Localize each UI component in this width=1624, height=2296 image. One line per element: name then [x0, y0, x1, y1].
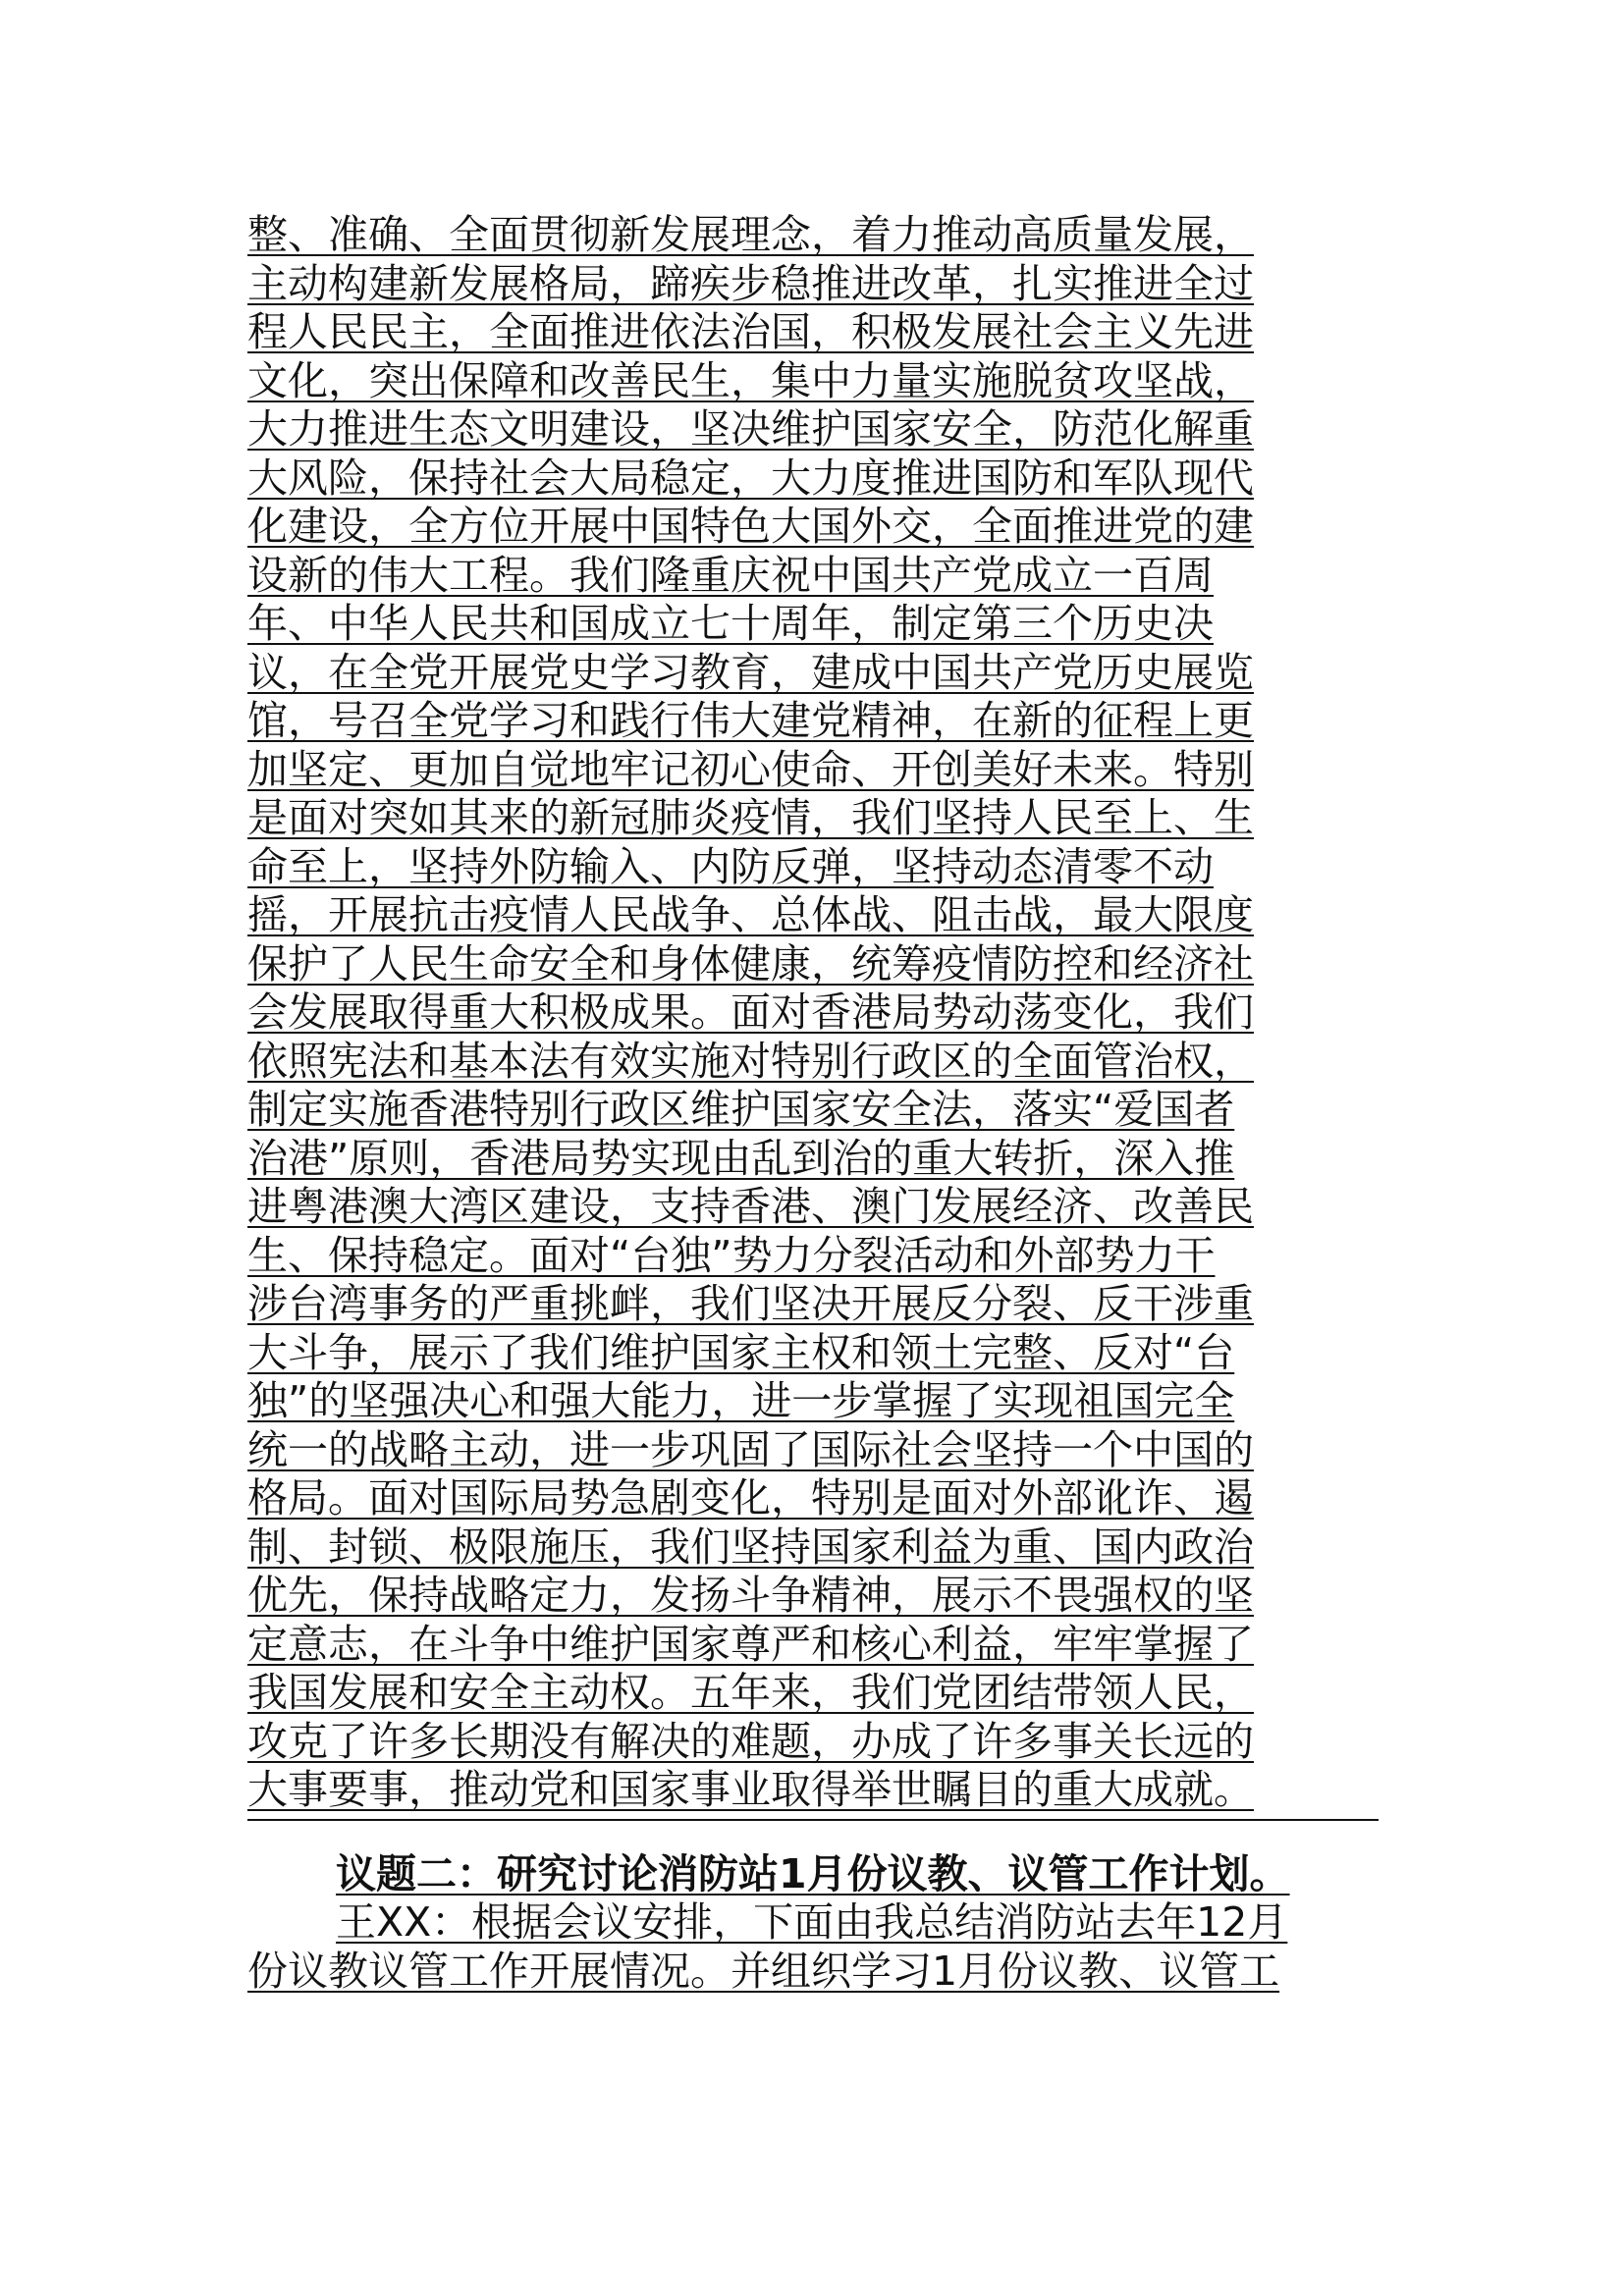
paragraph-line: 议，在全党开展党史学习教育，建成中国共产党历史展览 [247, 648, 1254, 696]
paragraph-line: 年、中华人民共和国成立七十周年，制定第三个历史决 [247, 600, 1214, 647]
paragraph-line: 独”的坚强决心和强大能力，进一步掌握了实现祖国完全 [247, 1377, 1235, 1424]
paragraph-line: 定意志，在斗争中维护国家尊严和核心利益，牢牢掌握了 [247, 1620, 1254, 1668]
paragraph-line: 我国发展和安全主动权。五年来，我们党团结带领人民， [247, 1669, 1254, 1716]
paragraph-line: 是面对突如其来的新冠肺炎疫情，我们坚持人民至上、生 [247, 794, 1254, 841]
paragraph-line: 会发展取得重大积极成果。面对香港局势动荡变化，我们 [247, 988, 1254, 1036]
paragraph-line: 大斗争，展示了我们维护国家主权和领土完整、反对“台 [247, 1328, 1235, 1376]
paragraph-line: 整、准确、全面贯彻新发展理念，着力推动高质量发展， [247, 211, 1254, 258]
paragraph-line: 优先，保持战略定力，发扬斗争精神，展示不畏强权的坚 [247, 1572, 1254, 1619]
paragraph-line: 大力推进生态文明建设，坚决维护国家安全，防范化解重 [247, 405, 1254, 453]
agenda-heading: 议题二：研究讨论消防站1月份议教、议管工作计划。 [336, 1849, 1290, 1897]
paragraph-line: 设新的伟大工程。我们隆重庆祝中国共产党成立一百周 [247, 551, 1214, 599]
document-page [247, 211, 1379, 1996]
paragraph-line: 主动构建新发展格局，蹄疾步稳推进改革，扎实推进全过 [247, 259, 1254, 307]
paragraph-line: 制定实施香港特别行政区维护国家安全法，落实“爱国者 [247, 1086, 1235, 1133]
paragraph-line: 保护了人民生命安全和身体健康，统筹疫情防控和经济社 [247, 939, 1254, 988]
speaker-line: 王XX：根据会议安排，下面由我总结消防站去年12月 [336, 1898, 1288, 1946]
paragraph-line: 摇，开展抗击疫情人民战争、总体战、阻击战，最大限度 [247, 891, 1254, 938]
paragraph-line: 依照宪法和基本法有效实施对特别行政区的全面管治权， [247, 1037, 1254, 1085]
paragraph-line: 加坚定、更加自觉地牢记初心使命、开创美好未来。特别 [247, 745, 1254, 793]
agenda-item [247, 1850, 1379, 1997]
paragraph-line: 制、封锁、极限施压，我们坚持国家利益为重、国内政治 [247, 1522, 1254, 1571]
body-paragraph [247, 211, 1379, 1815]
speaker-line: 份议教议管工作开展情况。并组织学习1月份议教、议管工 [247, 1947, 1280, 1995]
paragraph-line: 命至上，坚持外防输入、内防反弹，坚持动态清零不动 [247, 842, 1214, 890]
paragraph-line: 馆，号召全党学习和践行伟大建党精神，在新的征程上更 [247, 697, 1254, 744]
paragraph-line: 生、保持稳定。面对“台独”势力分裂活动和外部势力干 [247, 1231, 1216, 1279]
paragraph-line: 涉台湾事务的严重挑衅，我们坚决开展反分裂、反干涉重 [247, 1280, 1254, 1327]
paragraph-line: 进粤港澳大湾区建设，支持香港、澳门发展经济、改善民 [247, 1183, 1254, 1230]
paragraph-line: 大风险，保持社会大局稳定，大力度推进国防和军队现代 [247, 454, 1254, 502]
spacer [247, 1821, 1379, 1850]
paragraph-line: 攻克了许多长期没有解决的难题，办成了许多事关长远的 [247, 1717, 1254, 1765]
paragraph-line: 大事要事，推动党和国家事业取得举世瞩目的重大成就。 [247, 1766, 1254, 1813]
paragraph-line: 统一的战略主动，进一步巩固了国际社会坚持一个中国的 [247, 1425, 1254, 1473]
paragraph-line: 程人民民主，全面推进依法治国，积极发展社会主义先进 [247, 308, 1254, 355]
paragraph-line: 治港”原则，香港局势实现由乱到治的重大转折，深入推 [247, 1134, 1235, 1182]
paragraph-line: 化建设，全方位开展中国特色大国外交，全面推进党的建 [247, 503, 1254, 550]
paragraph-line: 格局。面对国际局势急剧变化，特别是面对外部讹诈、遏 [247, 1474, 1254, 1522]
paragraph-line: 文化，突出保障和改善民生，集中力量实施脱贫攻坚战， [247, 356, 1254, 404]
